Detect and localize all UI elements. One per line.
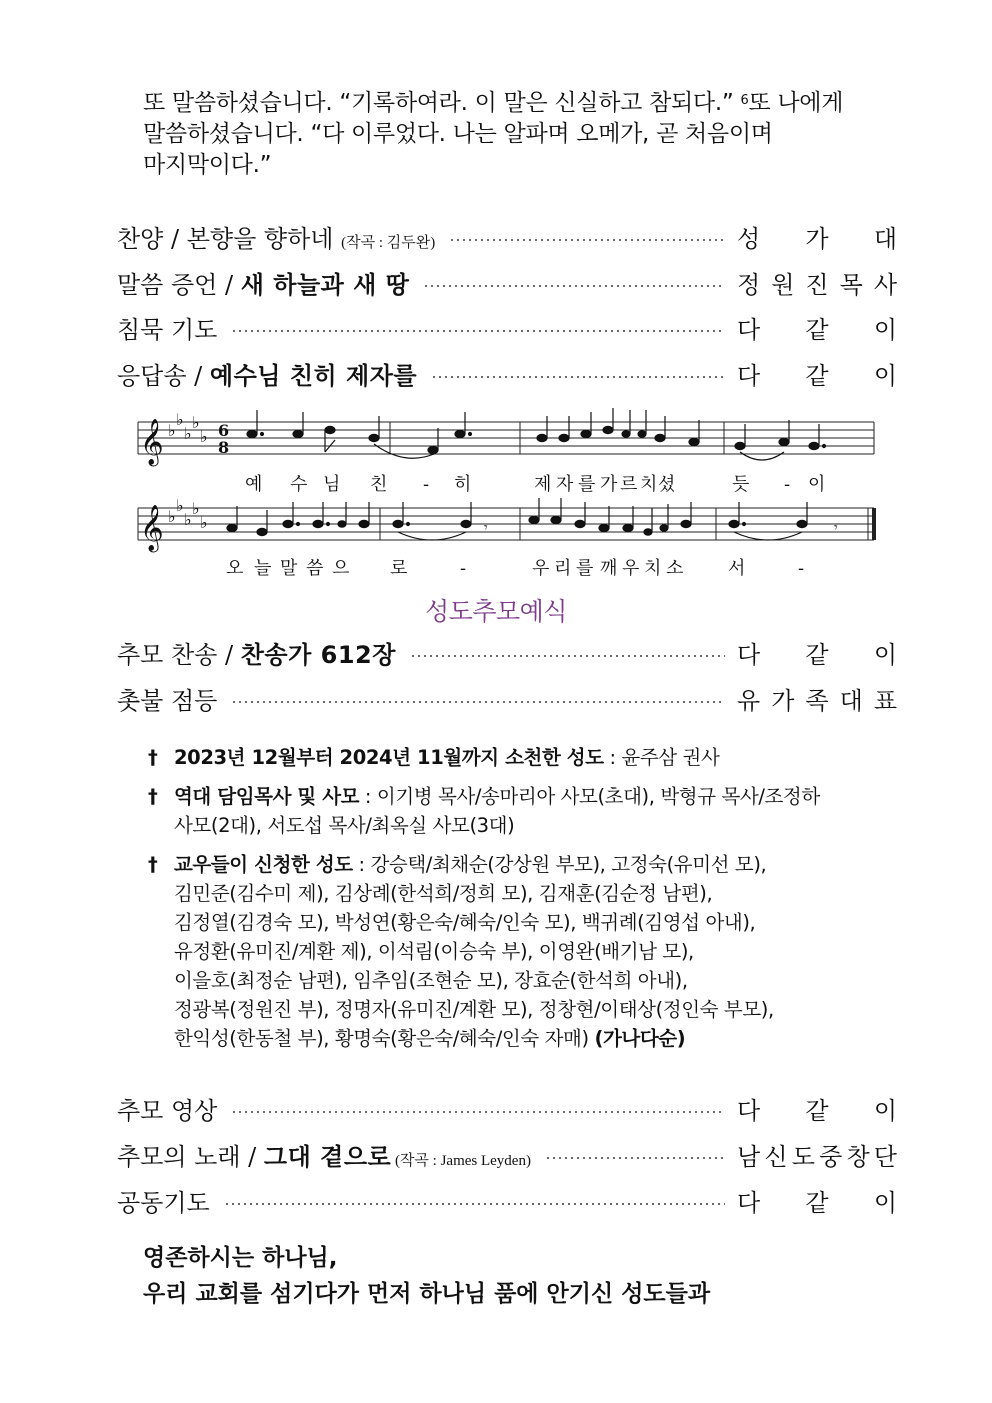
leader-dots: [431, 376, 725, 378]
svg-text:으: 으: [332, 558, 350, 579]
sermon-title: 새 하늘과 새 땅: [240, 270, 410, 299]
cross-icon: †: [148, 746, 158, 769]
scripture-line-2: 말씀하셨습니다. “다 이루었다. 나는 알파며 오메가, 곧 처음이며: [143, 121, 773, 147]
performer-char: 유: [737, 686, 761, 715]
composer-credit: (작곡 : James Leyden): [391, 1152, 531, 1169]
svg-text:치: 치: [640, 474, 658, 495]
svg-text:♭: ♭: [200, 513, 208, 532]
performer-char: 진: [805, 270, 829, 299]
scripture-line-1: [143, 88, 903, 119]
title-text: 추모의 노래 /: [117, 1142, 264, 1171]
performer-char: 다: [737, 1096, 761, 1125]
performer-char: 중: [819, 1142, 843, 1171]
performer-char: 가: [771, 686, 795, 715]
svg-text:셨: 셨: [658, 474, 676, 495]
order-item-performer: [737, 310, 897, 345]
order-item-memorial-video: [117, 1091, 897, 1125]
order-item-title: 침묵 기도: [117, 315, 218, 344]
order-item-title: 추모 영상: [117, 1096, 218, 1125]
memorial-names: 김민준(김수미 제), 김상례(한석희/정희 모), 김재훈(김순정 남편),: [174, 882, 713, 905]
time-signature: [218, 421, 229, 457]
performer-char: 족: [805, 686, 829, 715]
memorial-item-pastors: [148, 782, 908, 840]
hymn-title: 찬송가 612장: [240, 640, 396, 669]
performer-char: 성: [737, 224, 761, 253]
title-text: 응답송 /: [117, 361, 210, 390]
order-item-title: [117, 265, 409, 300]
order-item-performer: [737, 219, 897, 254]
svg-text:를: 를: [578, 474, 596, 495]
svg-text:♭: ♭: [176, 496, 184, 515]
svg-text:히: 히: [454, 474, 472, 495]
memorial-names: 사모(2대), 서도섭 목사/최옥실 사모(3대): [174, 814, 515, 837]
leader-dots: [423, 285, 725, 287]
treble-clef-icon: [140, 419, 164, 467]
scripture-passage: [143, 88, 903, 181]
memorial-names: 유정환(유미진/계환 제), 이석림(이승숙 부), 이영완(배기남 모),: [174, 940, 694, 963]
performer-char: 다: [737, 1188, 761, 1217]
svg-text:♭: ♭: [200, 427, 208, 446]
memorial-names: : 윤주삼 권사: [603, 746, 720, 769]
svg-text:늘: 늘: [254, 558, 272, 579]
leader-dots: [224, 1203, 725, 1205]
svg-text:𝄾: 𝄾: [484, 520, 488, 536]
svg-text:리: 리: [554, 558, 572, 579]
memorial-heading: 교우들이 신청한 성도: [174, 853, 353, 876]
performer-char: 단: [873, 1142, 897, 1171]
lyrics-line-1: [245, 473, 825, 495]
svg-text:를: 를: [576, 558, 594, 579]
leader-dots: [231, 701, 725, 703]
svg-text:우: 우: [622, 558, 640, 579]
notes-line-2: [227, 498, 838, 540]
performer-char: 목: [839, 270, 863, 299]
order-item-response-song: [117, 356, 897, 390]
performer-char: 이: [873, 1096, 897, 1125]
order-item-title: [117, 356, 417, 391]
cross-icon: †: [148, 785, 158, 808]
order-item-performer: [737, 1091, 897, 1126]
scripture-text: 또 말씀하셨습니다. “기록하여라. 이 말은 신실하고 참되다.”: [143, 90, 741, 116]
order-item-title: 촛불 점등: [117, 686, 218, 715]
performer-char: 표: [873, 686, 897, 715]
memorial-names: : 이기병 목사/송마리아 사모(초대), 박형규 목사/조정하: [359, 785, 820, 808]
music-score: [130, 408, 880, 579]
performer-char: 신: [764, 1142, 788, 1171]
svg-text:𝄞: 𝄞: [140, 505, 164, 551]
svg-text:♭: ♭: [184, 510, 192, 529]
order-item-memorial-hymn: [117, 635, 897, 669]
performer-char: 남: [737, 1142, 761, 1171]
lyrics-line-2: [226, 558, 804, 579]
svg-text:자: 자: [556, 474, 574, 495]
svg-text:♭: ♭: [176, 410, 184, 429]
performer-char: 대: [839, 686, 863, 715]
svg-text:예: 예: [245, 474, 263, 495]
alphabetical-note: (가나다순): [594, 1027, 686, 1050]
section-title: 성도추모예식: [425, 597, 567, 626]
song-title: 예수님 친히 제자를: [209, 361, 418, 390]
composer-credit: (작곡 : 김두완): [341, 234, 436, 251]
memorial-list: [148, 743, 908, 1063]
performer-char: 대: [873, 224, 897, 253]
svg-text:말: 말: [280, 558, 298, 579]
performer-char: 사: [873, 270, 897, 299]
order-item-performer: [737, 635, 897, 670]
performer-char: 같: [805, 361, 829, 390]
notes-line-1: [247, 408, 826, 460]
leader-dots: [449, 239, 725, 241]
performer-char: 같: [805, 1188, 829, 1217]
performer-char: 같: [805, 640, 829, 669]
svg-text:치: 치: [644, 558, 662, 579]
svg-text:씀: 씀: [306, 558, 324, 579]
cross-icon: †: [148, 853, 158, 876]
performer-char: 다: [737, 361, 761, 390]
memorial-names: 이을호(최정순 남편), 임추임(조현순 모), 장효순(한석희 아내),: [174, 969, 688, 992]
prayer-text: [143, 1240, 710, 1312]
verse-number: 6: [740, 93, 749, 108]
staff-line-1: [138, 422, 874, 454]
order-item-performer: [737, 356, 897, 391]
performer-char: 이: [873, 361, 897, 390]
performer-char: 가: [805, 224, 829, 253]
svg-text:이: 이: [808, 474, 826, 495]
performer-char: 같: [805, 1096, 829, 1125]
leader-dots: [410, 655, 725, 657]
performer-char: 이: [873, 315, 897, 344]
order-item-performer: [737, 1137, 897, 1172]
svg-text:로: 로: [390, 558, 408, 579]
svg-text:-: -: [798, 558, 805, 579]
order-item-title: [117, 635, 396, 670]
prayer-line: 우리 교회를 섬기다가 먼저 하나님 품에 안기신 성도들과: [143, 1281, 711, 1307]
leader-dots: [231, 1111, 725, 1113]
title-text: 추모 찬송 /: [117, 640, 241, 669]
svg-text:♭: ♭: [168, 507, 176, 526]
leader-dots: [231, 330, 725, 332]
performer-char: 다: [737, 640, 761, 669]
order-item-performer: [737, 681, 897, 716]
key-signature-flats: [168, 410, 208, 446]
order-item-sermon: [117, 265, 897, 299]
svg-text:♭: ♭: [168, 421, 176, 440]
performer-char: 도: [791, 1142, 815, 1171]
memorial-item-requested: [148, 850, 908, 1053]
svg-text:친: 친: [370, 474, 388, 495]
svg-text:♭: ♭: [192, 413, 200, 432]
svg-text:우: 우: [532, 558, 550, 579]
svg-text:-: -: [784, 474, 791, 495]
title-text: 말씀 증언 /: [117, 270, 241, 299]
staff-line-2: [138, 508, 874, 540]
svg-text:소: 소: [666, 558, 684, 579]
key-signature-flats: [168, 496, 208, 532]
svg-text:깨: 깨: [600, 558, 618, 579]
svg-text:듯: 듯: [732, 474, 750, 495]
svg-text:가: 가: [600, 474, 618, 495]
performer-char: 이: [873, 640, 897, 669]
memorial-heading: 역대 담임목사 및 사모: [174, 785, 360, 808]
scripture-line-3: 마지막이다.”: [143, 152, 272, 178]
memorial-names: 김정열(김경숙 모), 박성연(황은숙/혜숙/인숙 모), 백귀례(김영섭 아내),: [174, 911, 756, 934]
memorial-names: : 강승택/최채순(강상원 부모), 고정숙(유미선 모),: [352, 853, 767, 876]
svg-text:-: -: [423, 474, 430, 495]
svg-text:-: -: [460, 558, 467, 579]
order-item-title: [117, 1137, 531, 1172]
memorial-names: 정광복(정원진 부), 정명자(유미진/계환 모), 정창현/이태상(정인숙 부모),: [174, 998, 774, 1021]
treble-clef-icon: [140, 505, 164, 553]
order-item-performer: [737, 265, 897, 300]
svg-text:♭: ♭: [184, 424, 192, 443]
performer-char: 정: [737, 270, 761, 299]
memorial-heading: 2023년 12월부터 2024년 11월까지 소천한 성도: [174, 746, 604, 769]
prayer-line: 영존하시는 하나님,: [143, 1245, 338, 1271]
svg-text:♭: ♭: [192, 499, 200, 518]
performer-char: 원: [771, 270, 795, 299]
leader-dots: [545, 1157, 725, 1159]
time-signature-top: 6: [218, 421, 230, 440]
performer-char: 같: [805, 315, 829, 344]
order-item-title: 공동기도: [117, 1188, 210, 1217]
song-title: 그대 곁으로: [263, 1142, 392, 1171]
time-signature-bottom: 8: [218, 438, 230, 457]
performer-char: 다: [737, 315, 761, 344]
memorial-names: 한익성(한동철 부), 황명숙(황은숙/혜숙/인숙 자매): [174, 1027, 595, 1050]
order-item-memorial-song: [117, 1137, 897, 1171]
title-text: 찬양 / 본향을 향하네: [117, 224, 334, 253]
svg-text:수: 수: [290, 474, 308, 495]
svg-text:𝄞: 𝄞: [140, 419, 164, 465]
svg-text:르: 르: [620, 474, 638, 495]
svg-text:님: 님: [323, 474, 341, 495]
svg-text:오: 오: [226, 558, 244, 579]
memorial-item-deceased: [148, 743, 908, 772]
svg-text:제: 제: [534, 474, 552, 495]
scripture-text: 또 나에게: [748, 90, 844, 116]
order-item-candle-lighting: [117, 681, 897, 715]
order-item-anthem: [117, 219, 897, 253]
order-item-performer: [737, 1183, 897, 1218]
performer-char: 창: [846, 1142, 870, 1171]
svg-text:𝄾: 𝄾: [834, 520, 838, 536]
svg-text:서: 서: [728, 558, 746, 579]
order-item-common-prayer: [117, 1183, 897, 1217]
performer-char: 이: [873, 1188, 897, 1217]
order-item-silent-prayer: [117, 310, 897, 344]
order-item-title: [117, 219, 435, 254]
